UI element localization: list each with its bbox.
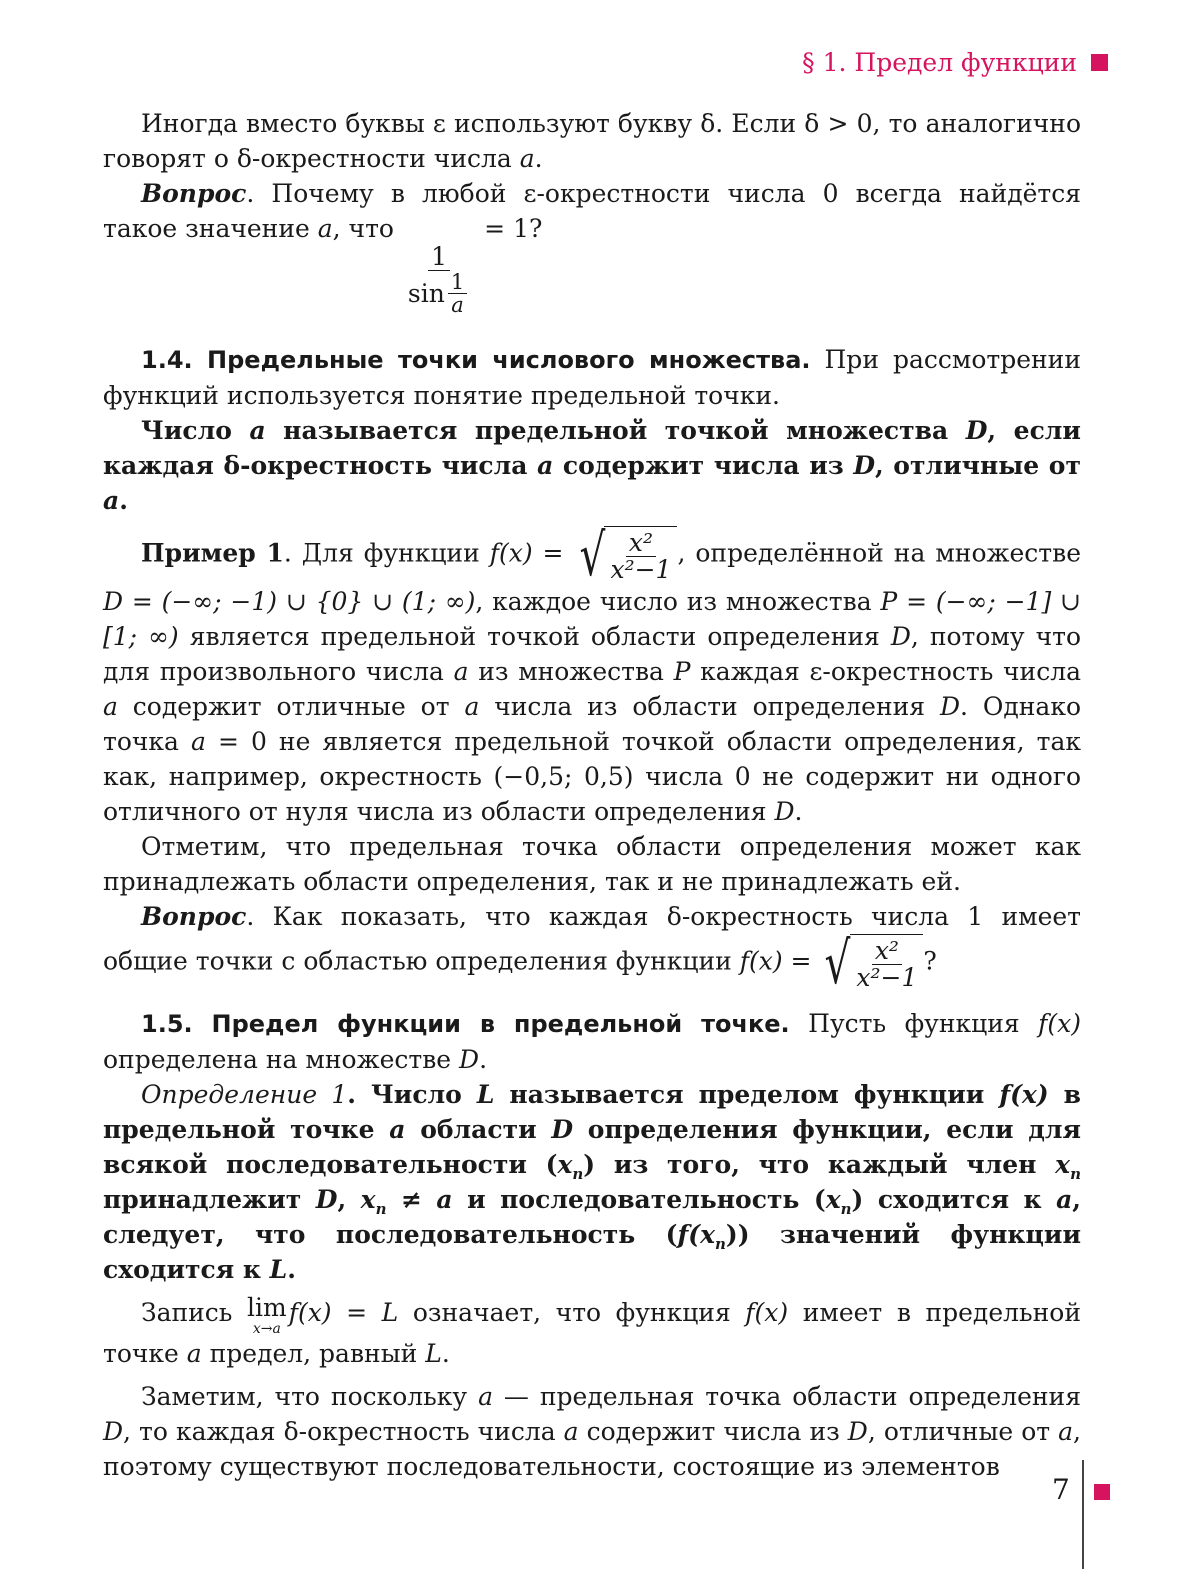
question-1: Вопрос. Почему в любой ε-окрестности числа 0 всегда найдётся такое значение a, что 1 sin 1 a = 1?	[103, 176, 1081, 316]
section-1-5: 1.5. Предел функции в предельной точке. Пусть функция f(x) определена на множестве D.	[103, 1006, 1081, 1077]
page-content	[103, 106, 1081, 1484]
section-heading-1-5: 1.5. Предел функции в предельной точке.	[141, 1010, 790, 1038]
running-header	[802, 44, 1108, 80]
paragraph-sequences: Заметим, что поскольку a — предельная точка области определения D, то каждая δ-окрестность числа a содержит числа из D, отличные от a, поэтому существуют последовательности, состоящие из элементов	[103, 1379, 1081, 1484]
definition-limit-point: Число a называется предельной точкой множества D, если каждая δ-окрестность числа a содержит числа из D, отличные от a.	[103, 413, 1081, 518]
example-1: Пример 1. Для функции f(x) = √ x² x²−1 , определённой на множестве D = (−∞; −1) ∪ {0} ∪ (1; ∞), каждое число из множества P = (−∞; −1] ∪ [1; ∞) является предельной точкой области определения D, потому что для произвольного числа a из множества P каждая ε-окрестность числа a содержит отличные от a числа из области определения D. Однако точка a = 0 не является предельной точкой области определения, так как, например, окрестность (−0,5; 0,5) числа 0 не содержит ни одного отличного от нуля числа из области определения D.	[103, 526, 1081, 829]
footer-square-marker	[1094, 1484, 1110, 1500]
section-title: § 1. Предел функции	[802, 48, 1077, 77]
paragraph-limit-notation: Запись lim x→a f(x) = L означает, что функция f(x) имеет в предельной точке a предел, равный L.	[103, 1295, 1081, 1371]
section-heading-1-4: 1.4. Предельные точки числового множества.	[141, 346, 811, 374]
paragraph-note: Отметим, что предельная точка области определения может как принадлежать области определения, так и не принадлежать ей.	[103, 829, 1081, 899]
limit-symbol: lim x→a	[247, 1295, 287, 1336]
header-square-marker	[1091, 54, 1108, 71]
fraction-one-over-sin: 1 sin 1 a	[405, 244, 473, 316]
example-label: Пример 1	[141, 539, 284, 568]
section-1-4: 1.4. Предельные точки числового множества. При рассмотрении функций используется понятие предельной точки.	[103, 342, 1081, 413]
sqrt-expression: √ x² x²−1	[574, 526, 678, 584]
definition-label: Определение 1	[141, 1080, 347, 1109]
question-label: Вопрос	[141, 902, 246, 931]
footer-vertical-rule	[1082, 1460, 1084, 1569]
question-label: Вопрос	[141, 179, 246, 208]
paragraph-delta-neighborhood: Иногда вместо буквы ε используют букву δ. Если δ > 0, то аналогично говорят о δ-окрестности числа a.	[103, 106, 1081, 176]
question-2: Вопрос. Как показать, что каждая δ-окрестность числа 1 имеет общие точки с областью определения функции f(x) = √ x² x²−1 ?	[103, 899, 1081, 992]
page-number: 7	[1052, 1473, 1070, 1506]
definition-1: Определение 1. Число L называется пределом функции f(x) в предельной точке a области D определения функции, если для всякой последовательности (xn) из того, что каждый член xn принадлежит D, xn ≠ a и последовательность (xn) сходится к a, следует, что последовательность (f(xn)) значений функции сходится к L.	[103, 1077, 1081, 1287]
sqrt-expression: √ x² x²−1	[819, 934, 923, 992]
